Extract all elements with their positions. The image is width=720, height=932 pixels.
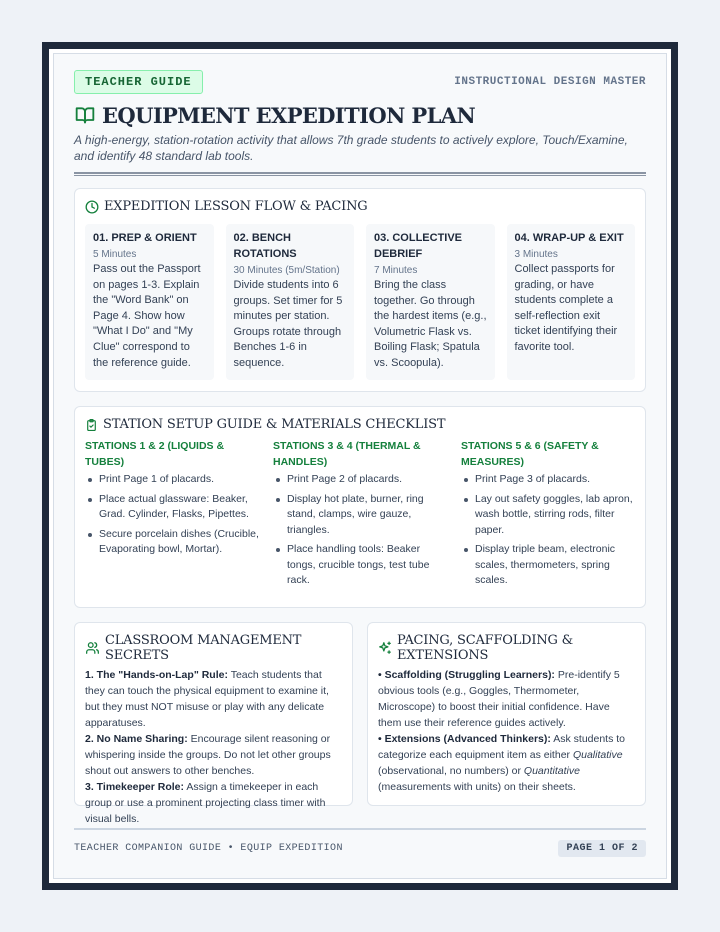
list-item: Display triple beam, electronic scales, thermometers, spring scales. xyxy=(461,542,635,589)
clipboard-check-icon xyxy=(85,418,98,432)
stations-5-6-column xyxy=(461,438,635,593)
management-body xyxy=(85,667,342,827)
page-frame xyxy=(42,42,678,890)
column-heading: STATIONS 5 & 6 (SAFETY & MEASURES) xyxy=(461,440,599,468)
rule-text: Assign a timekeeper in each group or use a prominent projecting class timer with visual bells. xyxy=(85,781,326,825)
pacing-body xyxy=(378,667,635,795)
list-item: Print Page 3 of placards. xyxy=(461,472,635,488)
station-setup-heading xyxy=(85,417,635,432)
stations-1-2-column xyxy=(85,438,259,593)
sparkles-icon xyxy=(378,641,392,655)
step-title: 04. WRAP-UP & EXIT xyxy=(514,232,624,244)
pacing-heading xyxy=(378,633,635,663)
pacing-scaffolding-card xyxy=(367,622,646,806)
step-description: Pass out the Passport on pages 1-3. Explain the "Word Bank" on Page 4. Show how "What I Do" and "My Clue" correspond to the reference guide. xyxy=(93,263,201,369)
page-footer xyxy=(74,828,646,858)
list-item: Print Page 2 of placards. xyxy=(273,472,447,488)
classroom-management-card xyxy=(74,622,353,825)
lesson-flow-card xyxy=(74,188,646,392)
top-row xyxy=(74,70,646,94)
rule-label: 1. The "Hands-on-Lap" Rule: xyxy=(85,669,228,681)
design-master-label: INSTRUCTIONAL DESIGN MASTER xyxy=(454,76,646,88)
list-item: Print Page 1 of placards. xyxy=(85,472,259,488)
rule-label: 2. No Name Sharing: xyxy=(85,733,188,745)
frame-inner xyxy=(49,49,671,883)
step-description: Collect passports for grading, or have students complete a self-reflection exit ticket identifying their favorite tool. xyxy=(514,263,618,353)
management-title: CLASSROOM MANAGEMENT SECRETS xyxy=(105,633,302,663)
scaffold-text: Pre-identify 5 obvious tools (e.g., Goggles, Thermometer, Microscope) to boost their initial confidence. Have them use their reference guides actively. xyxy=(378,669,620,729)
flow-steps xyxy=(85,224,635,380)
flow-step-debrief xyxy=(366,224,495,380)
qualitative-term: Qualitative xyxy=(572,749,623,761)
checklist xyxy=(461,472,635,589)
step-duration: 3 Minutes xyxy=(514,249,558,260)
management-rule xyxy=(85,731,342,779)
pacing-title: PACING, SCAFFOLDING & EXTENSIONS xyxy=(397,633,573,663)
bottom-row xyxy=(74,622,646,825)
scaffolding-paragraph xyxy=(378,667,635,731)
quantitative-term: Quantitative xyxy=(523,765,580,777)
list-item: Secure porcelain dishes (Crucible, Evaporating bowl, Mortar). xyxy=(85,527,259,558)
double-rule-divider xyxy=(74,172,646,176)
flow-step-wrapup xyxy=(507,224,636,380)
extension-label: • Extensions (Advanced Thinkers): xyxy=(378,733,551,745)
step-duration: 30 Minutes (5m/Station) xyxy=(233,265,340,276)
step-title: 03. COLLECTIVE DEBRIEF xyxy=(374,232,463,260)
title-row xyxy=(74,101,646,129)
flow-step-prep xyxy=(85,224,214,380)
list-item: Lay out safety goggles, lab apron, wash bottle, stirring rods, filter paper. xyxy=(461,492,635,539)
users-icon xyxy=(85,641,100,655)
step-title: 01. PREP & ORIENT xyxy=(93,232,197,244)
rule-text: Teach students that they can touch the physical equipment to examine it, but they must NOT misuse or play with any delicate apparatuses. xyxy=(85,669,329,729)
list-item: Place handling tools: Beaker tongs, crucible tongs, test tube rack. xyxy=(273,542,447,589)
scaffold-label: • Scaffolding (Struggling Learners): xyxy=(378,669,555,681)
list-item: Place actual glassware: Beaker, Grad. Cylinder, Flasks, Pipettes. xyxy=(85,492,259,523)
extensions-paragraph xyxy=(378,731,635,795)
step-description: Divide students into 6 groups. Set timer for 5 minutes per station. Groups rotate through Benches 1-6 in sequence. xyxy=(233,279,343,369)
step-duration: 5 Minutes xyxy=(93,249,137,260)
management-rule xyxy=(85,667,342,731)
checklist xyxy=(85,472,259,558)
footer-guide-label: TEACHER COMPANION GUIDE • EQUIP EXPEDITION xyxy=(74,842,343,854)
flow-step-rotations xyxy=(226,224,355,380)
extension-text: (observational, no numbers) or xyxy=(378,765,524,777)
step-description: Bring the class together. Go through the hardest items (e.g., Volumetric Flask vs. Boiling Flask; Spatula vs. Scoopula). xyxy=(374,279,487,369)
book-open-icon xyxy=(74,105,96,125)
column-heading: STATIONS 1 & 2 (LIQUIDS & TUBES) xyxy=(85,440,225,468)
rule-label: 3. Timekeeper Role: xyxy=(85,781,185,793)
setup-columns xyxy=(85,438,635,593)
station-setup-card xyxy=(74,406,646,608)
rule-text: Encourage silent reasoning or whispering inside the groups. Do not let other groups shout out answers to other benches. xyxy=(85,733,331,777)
page-title: EQUIPMENT EXPEDITION PLAN xyxy=(102,102,476,128)
lesson-flow-title: EXPEDITION LESSON FLOW & PACING xyxy=(104,199,368,214)
page-number-badge: PAGE 1 OF 2 xyxy=(558,840,646,857)
station-setup-title: STATION SETUP GUIDE & MATERIALS CHECKLIST xyxy=(103,417,446,432)
clock-icon xyxy=(85,200,99,214)
extension-text: Ask students to categorize each equipment item as either xyxy=(378,733,626,761)
document-page xyxy=(53,53,667,879)
list-item: Display hot plate, burner, ring stand, clamps, wire gauze, triangles. xyxy=(273,492,447,539)
lesson-flow-heading xyxy=(85,199,635,214)
checklist xyxy=(273,472,447,589)
stations-3-4-column xyxy=(273,438,447,593)
step-duration: 7 Minutes xyxy=(374,265,418,276)
column-heading: STATIONS 3 & 4 (THERMAL & HANDLES) xyxy=(273,440,421,468)
extension-text: (measurements with units) on their sheets. xyxy=(378,781,576,793)
management-heading xyxy=(85,633,342,663)
teacher-guide-badge: TEACHER GUIDE xyxy=(74,70,203,94)
management-rule xyxy=(85,779,342,827)
page-subtitle: A high-energy, station-rotation activity that allows 7th grade students to actively explore, Touch/Examine, and identify 48 standard lab tools. xyxy=(74,133,628,163)
step-title: 02. BENCH ROTATIONS xyxy=(233,232,297,260)
